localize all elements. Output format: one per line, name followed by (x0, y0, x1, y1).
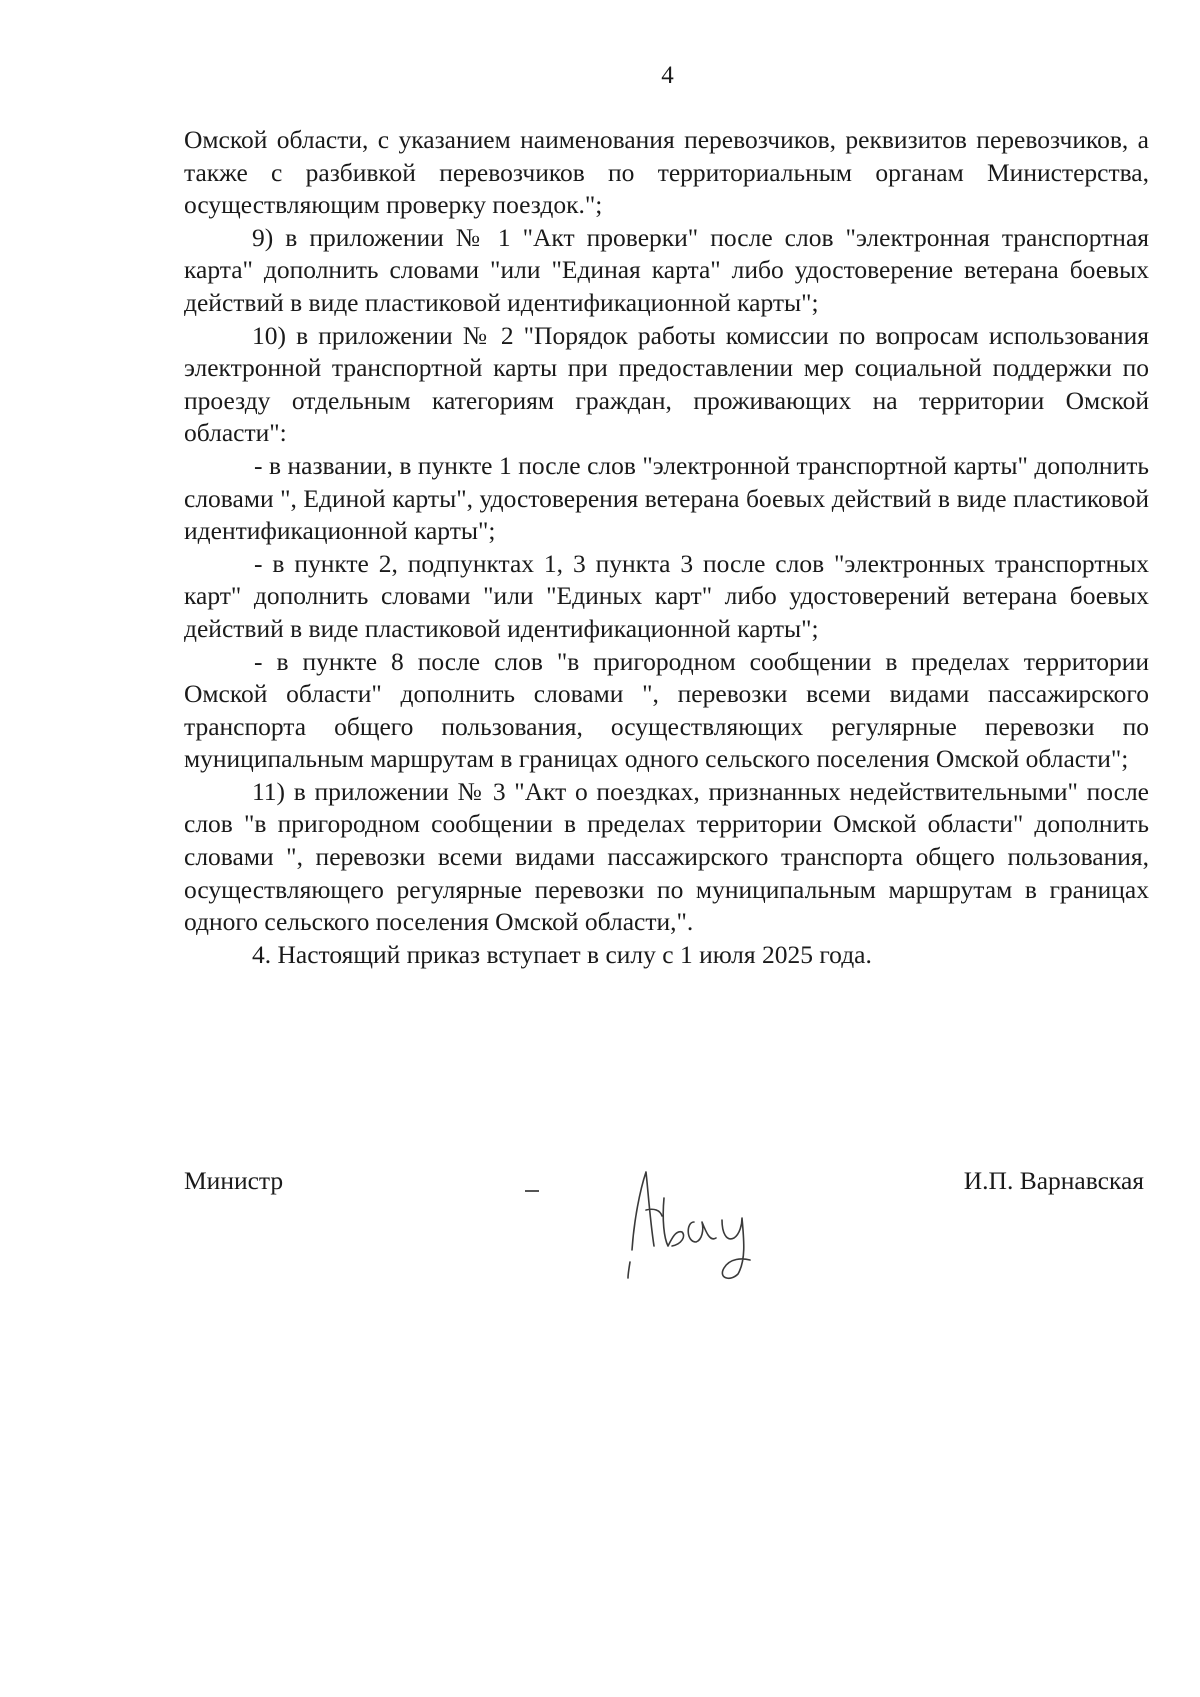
signatory-name: И.П. Варнавская (963, 1166, 1144, 1195)
paragraph-item-10: 10) в приложении № 2 "Порядок работы комиссии по вопросам использования электронной транспортной карты при предоставлении мер социальной поддержки по проезду отдельным категориям граждан, проживающих на территории Омской области": (184, 320, 1149, 448)
paragraph-effective-date: 4. Настоящий приказ вступает в силу с 1 июля 2025 года. (252, 939, 872, 969)
paragraph-item-11: 11) в приложении № 3 "Акт о поездках, признанных недействительными" после слов "в пригородном сообщении в пределах территории Омской области" дополнить словами ", перевозки всеми видами пассажирского транспорта общего пользования, осуществляющего регулярные перевозки по муниципальным маршрутам в границах одного сельского поселения Омской области,". (184, 776, 1149, 937)
paragraph-item-10-sub-3: - в пункте 8 после слов "в пригородном сообщении в пределах территории Омской области" дополнить словами ", перевозки всеми видами пассажирского транспорта общего пользования, осуществляющих регулярные перевозки по муниципальным маршрутам в границах одного сельского поселения Омской области"; (184, 646, 1149, 774)
paragraph-item-10-sub-2: - в пункте 2, подпунктах 1, 3 пункта 3 после слов "электронных транспортных карт" дополнить словами "или "Единых карт" либо удостоверений ветерана боевых действий в виде пластиковой идентификационной карты"; (184, 548, 1149, 643)
paragraph-continuation: Омской области, с указанием наименования перевозчиков, реквизитов перевозчиков, а также с разбивкой перевозчиков по территориальным органам Министерства, осуществляющим проверку поездок."; (184, 125, 1149, 220)
paragraph-item-9: 9) в приложении № 1 "Акт проверки" после слов "электронная транспортная карта" дополнить словами "или "Единая карта" либо удостоверение ветерана боевых действий в виде пластиковой идентификационной карты"; (184, 222, 1149, 317)
page-number: 4 (661, 62, 674, 89)
signatory-title: Министр (184, 1166, 284, 1195)
handwritten-signature (610, 1150, 800, 1285)
paragraph-item-10-sub-1: - в названии, в пункте 1 после слов "электронной транспортной карты" дополнить словами ", Единой карты", удостоверения ветерана боевых действий в виде пластиковой идентификационной карты"; (184, 450, 1149, 546)
document-body (184, 124, 1149, 971)
signature-line-mark (525, 1190, 539, 1192)
